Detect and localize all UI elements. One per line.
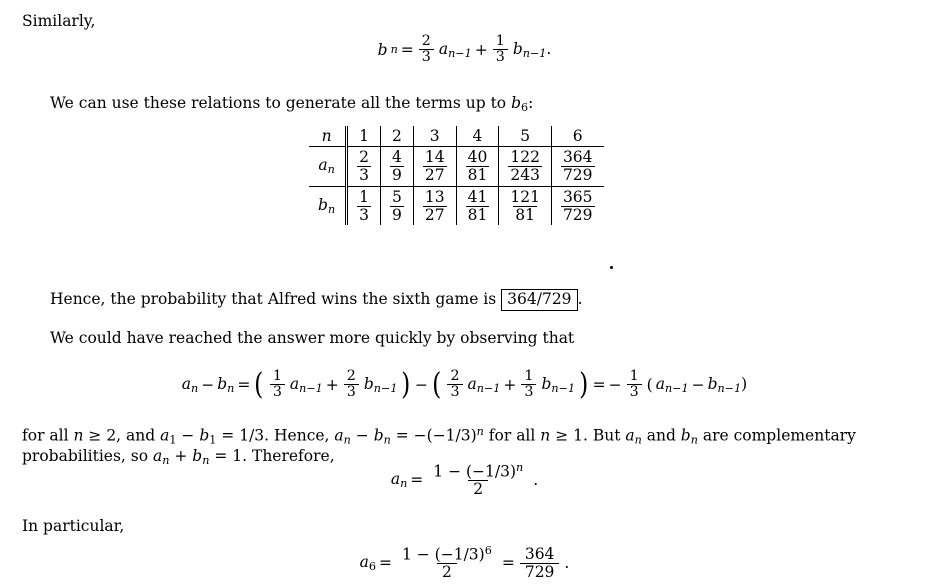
inline-bn-var-2: b — [680, 426, 691, 445]
inline-plus: + — [169, 447, 193, 465]
eq-diff-negative-sign: − — [608, 375, 622, 394]
eq-diff-frac3: $\frac{1}{3}$ — [627, 369, 642, 401]
paragraph-quicker-text: We could have reached the answer more quickly by observing that — [50, 329, 575, 347]
equation-an-closed-form — [0, 462, 929, 498]
eq-a6-numerator-2: 364 — [524, 544, 555, 563]
inline-n-2: n — [540, 426, 551, 445]
eq-diff-g2-term2-var: b — [541, 374, 552, 393]
eq-diff-tail-close: ) — [741, 374, 748, 393]
table-cell-an-1: $\frac{2}{3}$ — [347, 147, 381, 187]
eq-diff-g2-frac1: $\frac{2}{3}$ — [447, 369, 462, 401]
eq-bn-frac-one-third — [493, 34, 508, 66]
eq-a6-denominator-2: 729 — [520, 563, 560, 581]
forall-text-h: are complementary — [697, 426, 856, 445]
eq-anclosed-fraction — [428, 462, 528, 498]
eq-bn-term1-sub: n−1 — [448, 46, 472, 60]
paragraph-in-particular — [22, 515, 124, 537]
eq-bn-period: . — [546, 39, 552, 58]
inline-bn-var-3: b — [192, 447, 203, 465]
eq-a6-fraction-right — [520, 546, 560, 580]
forall-text-f: ≥ 1. But — [550, 426, 626, 445]
eq-a6-lhs-var: a — [359, 552, 369, 571]
paragraph-generate-terms-pre: We can use these relations to generate all the terms up to — [50, 94, 512, 112]
paragraph-similarly-text: Similarly, — [22, 12, 96, 30]
eq-a6-lhs-sub: 6 — [368, 560, 376, 574]
eq-diff-g2-term2-sub: n−1 — [551, 381, 576, 395]
inline-bn-sub-3: n — [202, 454, 210, 468]
eq-anclosed-lhs-var: a — [390, 469, 401, 488]
eq-diff-minus-2: − — [414, 375, 428, 394]
forall-text-d: = −(−1/3) — [390, 426, 477, 445]
table-header-col-5: 5 — [499, 126, 552, 147]
eq-diff-group2-close-paren: ) — [579, 367, 589, 402]
eq-bn-frac2-den: 3 — [493, 49, 508, 65]
eq-bn-equals: = — [400, 40, 414, 59]
eq-diff-g1-term2-var: b — [363, 374, 374, 393]
table-cell-bn-2: $\frac{5}{9}$ — [381, 186, 414, 225]
inline-an-var-1: a — [334, 426, 344, 445]
table-header-col-4: 4 — [456, 126, 499, 147]
eq-diff-lhs-b: b — [217, 374, 228, 393]
inline-bn-sub-2: n — [690, 433, 698, 447]
eq-diff-equals: = — [237, 375, 251, 394]
table-cell-bn-4: $\frac{41}{81}$ — [456, 186, 499, 225]
paragraph-in-particular-text: In particular, — [22, 517, 125, 535]
inline-b6-sub: 6 — [521, 101, 529, 115]
eq-a6-equals-2: = — [501, 554, 515, 573]
eq-diff-lhs-a-sub: n — [191, 381, 199, 395]
table-header-n: n — [309, 126, 347, 147]
eq-anclosed-lhs-sub: n — [400, 477, 408, 491]
eq-bn-term1-var: a — [438, 39, 449, 58]
table-cell-bn-3: $\frac{13}{27}$ — [413, 186, 456, 225]
eq-bn-term2-sub: n−1 — [522, 46, 547, 60]
forall-text-e: for all — [483, 426, 541, 445]
eq-a6-period: . — [564, 554, 570, 573]
table-cell-bn-5: $\frac{121}{81}$ — [499, 186, 552, 225]
table-cell-an-2: $\frac{4}{9}$ — [381, 147, 414, 187]
eq-bn-frac2-num: 1 — [495, 33, 505, 49]
eq-diff-g1-plus: + — [325, 375, 339, 394]
inline-b1-sub: 1 — [209, 433, 217, 447]
eq-a6-fraction-left — [397, 545, 497, 581]
eq-bn-frac-two-thirds — [419, 34, 434, 66]
eq-diff-minus-1: − — [201, 375, 215, 394]
eq-diff-group1-close-paren: ) — [401, 367, 411, 402]
forall2-text-b: = 1. Therefore, — [209, 447, 335, 465]
table-cell-bn-1: $\frac{1}{3}$ — [347, 186, 381, 225]
eq-diff-g1-frac1: $\frac{1}{3}$ — [270, 369, 285, 401]
eq-diff-g2-plus: + — [503, 375, 517, 394]
equation-difference — [0, 369, 929, 401]
eq-a6-numerator: $1 - (-1/3)^6$ — [401, 544, 492, 564]
table-row-label-bn: $b_n$ — [309, 186, 347, 225]
eq-diff-g2-term1-var: a — [467, 374, 477, 393]
eq-diff-tail-open: ( — [646, 375, 653, 394]
eq-diff-tail-b-sub: n−1 — [717, 381, 742, 395]
eq-anclosed-numerator: $1 - (-1/3)^n$ — [433, 461, 524, 481]
table-cell-an-4: $\frac{40}{81}$ — [456, 147, 499, 187]
forall-text-b: ≥ 2, and — [83, 426, 161, 445]
eq-diff-g2-frac2: $\frac{1}{3}$ — [521, 369, 536, 401]
eq-anclosed-period: . — [533, 471, 539, 490]
eq-diff-lhs-b-sub: n — [227, 381, 235, 395]
boxed-answer: 364/729 — [501, 289, 577, 311]
eq-diff-tail-a-var: a — [655, 374, 665, 393]
paragraph-hence — [50, 288, 583, 311]
table-row-label-an: $a_n$ — [309, 147, 347, 187]
eq-diff-group2-open-paren: ( — [432, 367, 442, 402]
forall-text-c: = 1/3. Hence, — [216, 426, 335, 445]
table-cell-an-5: $\frac{122}{243}$ — [499, 147, 552, 187]
table-row-an — [309, 147, 604, 187]
inline-exponent-n: n — [476, 425, 484, 438]
eq-a6-denominator: 2 — [437, 563, 457, 581]
table-cell-bn-6: $\frac{365}{729}$ — [562, 187, 593, 225]
eq-diff-tail-a-sub: n−1 — [664, 381, 689, 395]
paragraph-generate-terms-post: : — [528, 94, 534, 112]
eq-diff-g1-term1-sub: n−1 — [299, 381, 323, 395]
eq-diff-lhs-a: a — [181, 374, 191, 393]
paragraph-hence-post: . — [577, 290, 583, 308]
table-header-col-3: 3 — [413, 126, 456, 147]
inline-an-sub-3: n — [162, 454, 170, 468]
paragraph-quicker — [50, 327, 574, 349]
table-row-bn — [309, 186, 604, 225]
forall-text-g: and — [641, 426, 681, 445]
eq-diff-g1-frac2: $\frac{2}{3}$ — [344, 369, 359, 401]
inline-bn-sub-1: n — [383, 433, 391, 447]
forall-text-a: for all — [22, 426, 74, 445]
equation-bn-recurrence — [0, 34, 929, 66]
table-header-col-6: 6 — [551, 126, 603, 147]
eq-bn-plus: + — [474, 40, 488, 59]
inline-b6-var: b — [511, 94, 521, 112]
eq-bn-frac1-den: 3 — [419, 49, 434, 65]
eq-bn-lhs-sub: n — [390, 43, 398, 57]
table-cell-an-6: $\frac{364}{729}$ — [551, 147, 603, 187]
eq-anclosed-denominator: 2 — [468, 480, 488, 498]
forall2-text-a: probabilities, so — [22, 447, 154, 465]
eq-diff-g2-term1-sub: n−1 — [476, 381, 501, 395]
eq-diff-g1-term1-var: a — [289, 374, 300, 393]
inline-n-1: n — [73, 426, 84, 445]
inline-an-var-3: a — [153, 447, 163, 465]
eq-diff-equals-2: = — [592, 375, 606, 394]
inline-b1-var: b — [199, 426, 210, 445]
eq-a6-equals: = — [378, 554, 392, 573]
page-artifact-dot — [610, 266, 613, 269]
table-header-col-2: 2 — [381, 126, 414, 147]
eq-bn-frac1-num: 2 — [421, 33, 431, 49]
values-table-element — [309, 126, 604, 225]
inline-a1-sub: 1 — [169, 433, 177, 447]
paragraph-similarly — [22, 10, 95, 32]
inline-an-sub-1: n — [343, 433, 351, 447]
table-header-col-1: 1 — [347, 126, 381, 147]
eq-diff-group1-open-paren: ( — [254, 367, 264, 402]
paragraph-generate-terms — [50, 92, 533, 116]
inline-bn-var-1: b — [373, 426, 384, 445]
values-table — [309, 126, 604, 225]
eq-anclosed-equals: = — [410, 471, 424, 490]
inline-a1-var: a — [160, 426, 170, 445]
inline-an-var-2: a — [625, 426, 635, 445]
table-cell-an-3: $\frac{14}{27}$ — [413, 147, 456, 187]
eq-diff-g1-term2-sub: n−1 — [373, 381, 398, 395]
eq-diff-tail-b-var: b — [707, 374, 718, 393]
inline-an-sub-2: n — [634, 433, 642, 447]
paragraph-hence-pre: Hence, the probability that Alfred wins the sixth game is — [50, 290, 502, 308]
equation-a6-value — [0, 545, 929, 581]
eq-bn-term2-var: b — [512, 39, 523, 58]
eq-diff-tail-minus: − — [691, 375, 705, 394]
table-header-row — [309, 126, 604, 147]
eq-bn-lhs-var: b — [377, 40, 388, 59]
paragraph-forall-line1: for all n ≥ 2, and $a_1 - b_1 = 1/3$. Hence, $a_n - b_n = -(-1/3)^n$ for all n ≥ 1. But $a_n$ and $b_n$ are complementary — [22, 425, 856, 447]
